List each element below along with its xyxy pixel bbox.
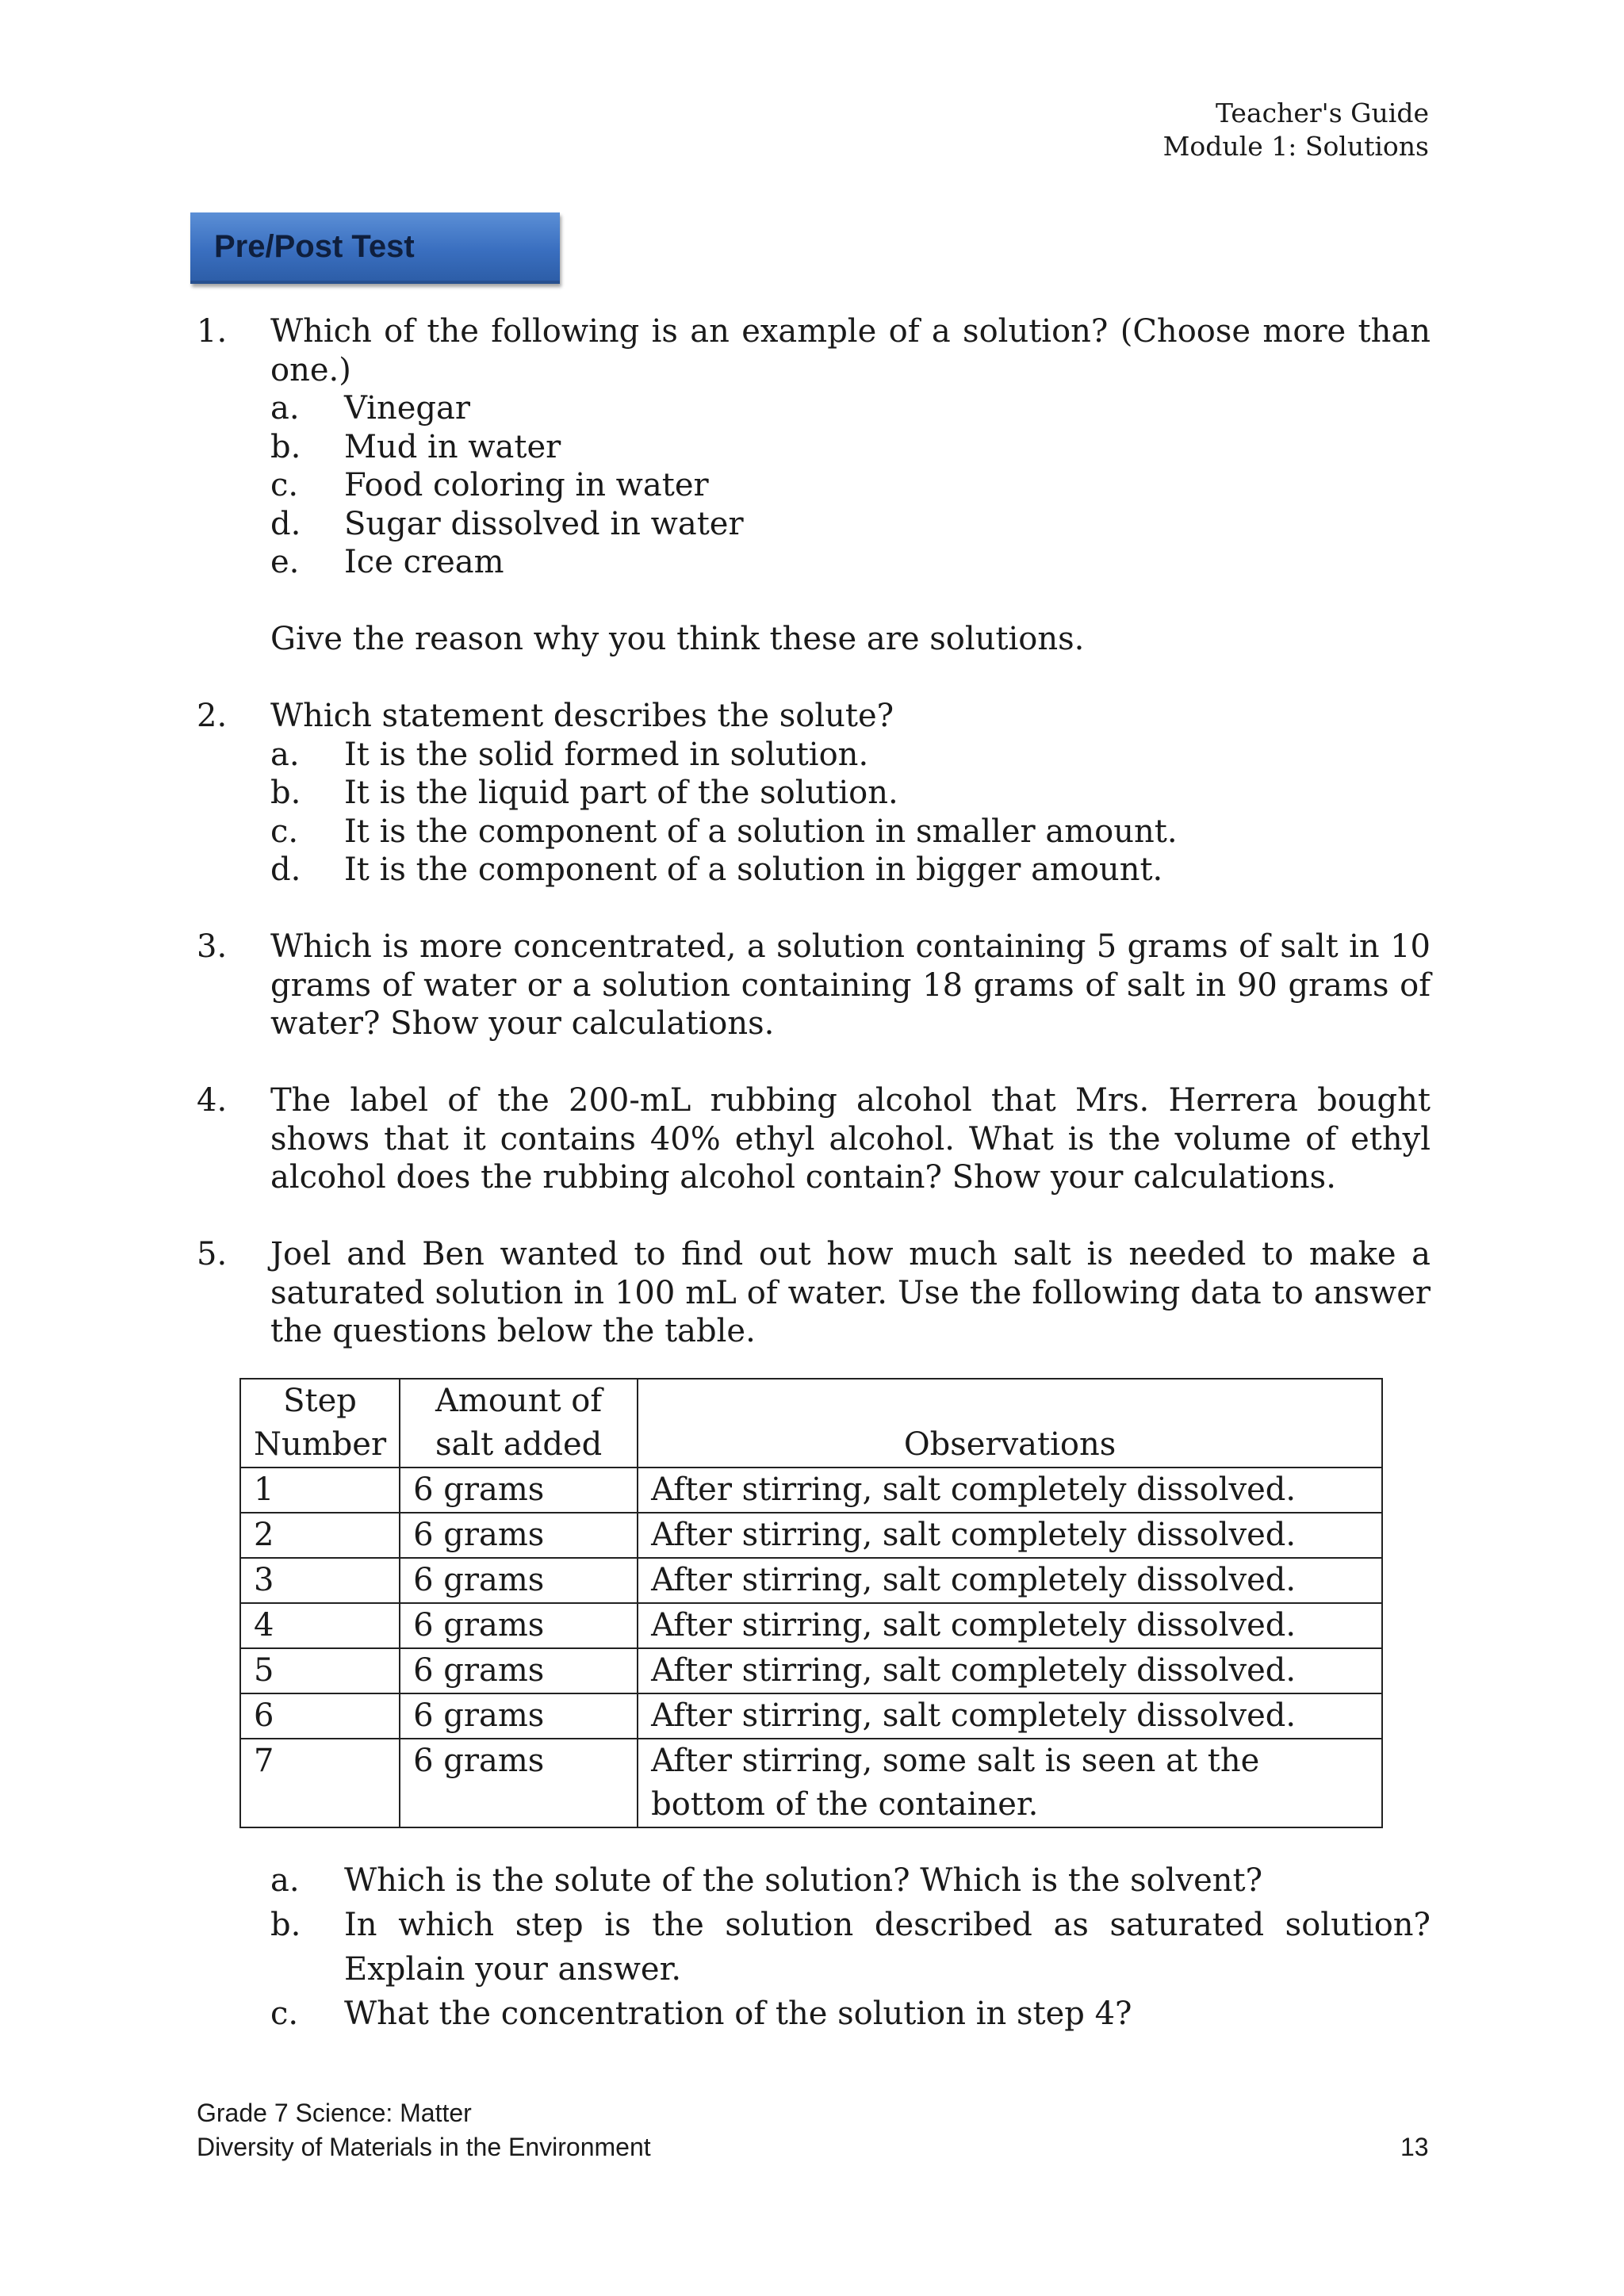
cell-observation: After stirring, salt completely dissolved. xyxy=(638,1513,1382,1558)
option-item xyxy=(270,774,1431,813)
cell-amount: 6 grams xyxy=(400,1739,638,1827)
option-letter: a. xyxy=(270,390,300,427)
cell-observation: After stirring, salt completely dissolved. xyxy=(638,1648,1382,1693)
cell-observation: After stirring, salt completely dissolved. xyxy=(638,1693,1382,1739)
option-item xyxy=(270,428,1431,467)
page-footer xyxy=(197,2096,651,2164)
header-step-number: Step Number xyxy=(240,1379,400,1468)
option-text: It is the solid formed in solution. xyxy=(344,736,869,773)
cell-observation: After stirring, salt completely dissolved. xyxy=(638,1558,1382,1603)
header-observations: Observations xyxy=(638,1379,1382,1468)
question-text: The label of the 200-mL rubbing alcohol that Mrs. Herrera bought shows that it contains 40% ethyl alcohol. What is the volume of ethyl alcohol does the rubbing alcohol contain? Show your calculations. xyxy=(270,1082,1431,1196)
footer-subject: Grade 7 Science: Matter xyxy=(197,2099,472,2127)
table-row xyxy=(240,1739,1382,1827)
header-amount-salt: Amount of salt added xyxy=(400,1379,638,1468)
cell-step: 5 xyxy=(240,1648,400,1693)
question-text: Joel and Ben wanted to find out how much salt is needed to make a saturated solution in 100 mL of water. Use the following data to answer the questions below the table. xyxy=(270,1236,1431,1349)
table-row xyxy=(240,1693,1382,1739)
cell-amount: 6 grams xyxy=(400,1603,638,1648)
question-5 xyxy=(197,1235,1431,1351)
question-text: Which is more concentrated, a solution containing 5 grams of salt in 10 grams of water or a solution containing 18 grams of salt in 90 grams of water? Show your calculations. xyxy=(270,928,1431,1042)
option-item xyxy=(270,851,1431,890)
subquestion-list xyxy=(197,1858,1431,2036)
subquestion-item xyxy=(197,1858,1431,1903)
question-text: Which statement describes the solute? xyxy=(270,698,894,734)
question-3 xyxy=(197,928,1431,1043)
cell-amount: 6 grams xyxy=(400,1468,638,1513)
option-text: Ice cream xyxy=(344,544,504,580)
cell-step: 7 xyxy=(240,1739,400,1827)
header-module-label: Module 1: Solutions xyxy=(1162,131,1429,162)
option-item xyxy=(270,736,1431,775)
question-number: 3. xyxy=(197,928,228,965)
subquestion-text: Which is the solute of the solution? Which is the solvent? xyxy=(344,1862,1263,1899)
option-text: It is the component of a solution in bigger amount. xyxy=(344,851,1163,888)
cell-step: 6 xyxy=(240,1693,400,1739)
subquestion-item xyxy=(197,1903,1431,1992)
subquestion-text: In which step is the solution described as saturated solution? Explain your answer. xyxy=(344,1906,1431,1988)
subquestion-text: What the concentration of the solution in step 4? xyxy=(344,1995,1132,2032)
cell-amount: 6 grams xyxy=(400,1693,638,1739)
question-1 xyxy=(197,312,1431,659)
cell-step: 1 xyxy=(240,1468,400,1513)
option-text: It is the component of a solution in smaller amount. xyxy=(344,813,1178,850)
option-letter: e. xyxy=(270,544,300,580)
option-item xyxy=(270,813,1431,851)
cell-observation: After stirring, some salt is seen at the bottom of the container. xyxy=(638,1739,1382,1827)
question-number: 1. xyxy=(197,313,228,350)
option-letter: c. xyxy=(270,813,299,850)
question-text: Which of the following is an example of a solution? (Choose more than one.) xyxy=(270,313,1431,388)
table-header-row xyxy=(240,1379,1382,1468)
cell-amount: 6 grams xyxy=(400,1648,638,1693)
observations-table xyxy=(239,1378,1383,1828)
option-letter: b. xyxy=(270,775,301,811)
option-letter: d. xyxy=(270,851,301,888)
option-item xyxy=(270,466,1431,505)
option-text: Sugar dissolved in water xyxy=(344,505,744,542)
option-item xyxy=(270,389,1431,428)
page-header xyxy=(1163,97,1429,163)
cell-amount: 6 grams xyxy=(400,1558,638,1603)
question-list xyxy=(197,312,1431,2036)
question-followup: Give the reason why you think these are solutions. xyxy=(270,621,1085,657)
option-letter: a. xyxy=(270,736,300,773)
table-row xyxy=(240,1603,1382,1648)
option-letter: d. xyxy=(270,505,301,542)
header-guide-label: Teacher's Guide xyxy=(1215,98,1429,128)
question-number: 5. xyxy=(197,1236,228,1272)
question-4 xyxy=(197,1081,1431,1197)
option-text: Food coloring in water xyxy=(344,467,709,503)
question-number: 2. xyxy=(197,698,228,734)
option-letter: b. xyxy=(270,428,301,465)
subquestion-letter: a. xyxy=(270,1862,300,1899)
cell-observation: After stirring, salt completely dissolved. xyxy=(638,1603,1382,1648)
page-number: 13 xyxy=(1400,2133,1429,2161)
subquestion-letter: c. xyxy=(270,1995,299,2032)
cell-step: 4 xyxy=(240,1603,400,1648)
footer-unit: Diversity of Materials in the Environment xyxy=(197,2133,651,2161)
question-2 xyxy=(197,697,1431,890)
cell-step: 3 xyxy=(240,1558,400,1603)
option-item xyxy=(270,505,1431,544)
table-row xyxy=(240,1513,1382,1558)
cell-amount: 6 grams xyxy=(400,1513,638,1558)
option-text: Vinegar xyxy=(344,390,470,427)
table-row xyxy=(240,1468,1382,1513)
cell-observation: After stirring, salt completely dissolved. xyxy=(638,1468,1382,1513)
option-text: It is the liquid part of the solution. xyxy=(344,775,898,811)
cell-step: 2 xyxy=(240,1513,400,1558)
section-banner: Pre/Post Test xyxy=(190,212,560,284)
subquestion-item xyxy=(197,1992,1431,2036)
option-letter: c. xyxy=(270,467,299,503)
question-number: 4. xyxy=(197,1082,228,1119)
option-item xyxy=(270,543,1431,582)
table-row xyxy=(240,1648,1382,1693)
table-row xyxy=(240,1558,1382,1603)
option-text: Mud in water xyxy=(344,428,561,465)
subquestion-letter: b. xyxy=(270,1906,301,1943)
